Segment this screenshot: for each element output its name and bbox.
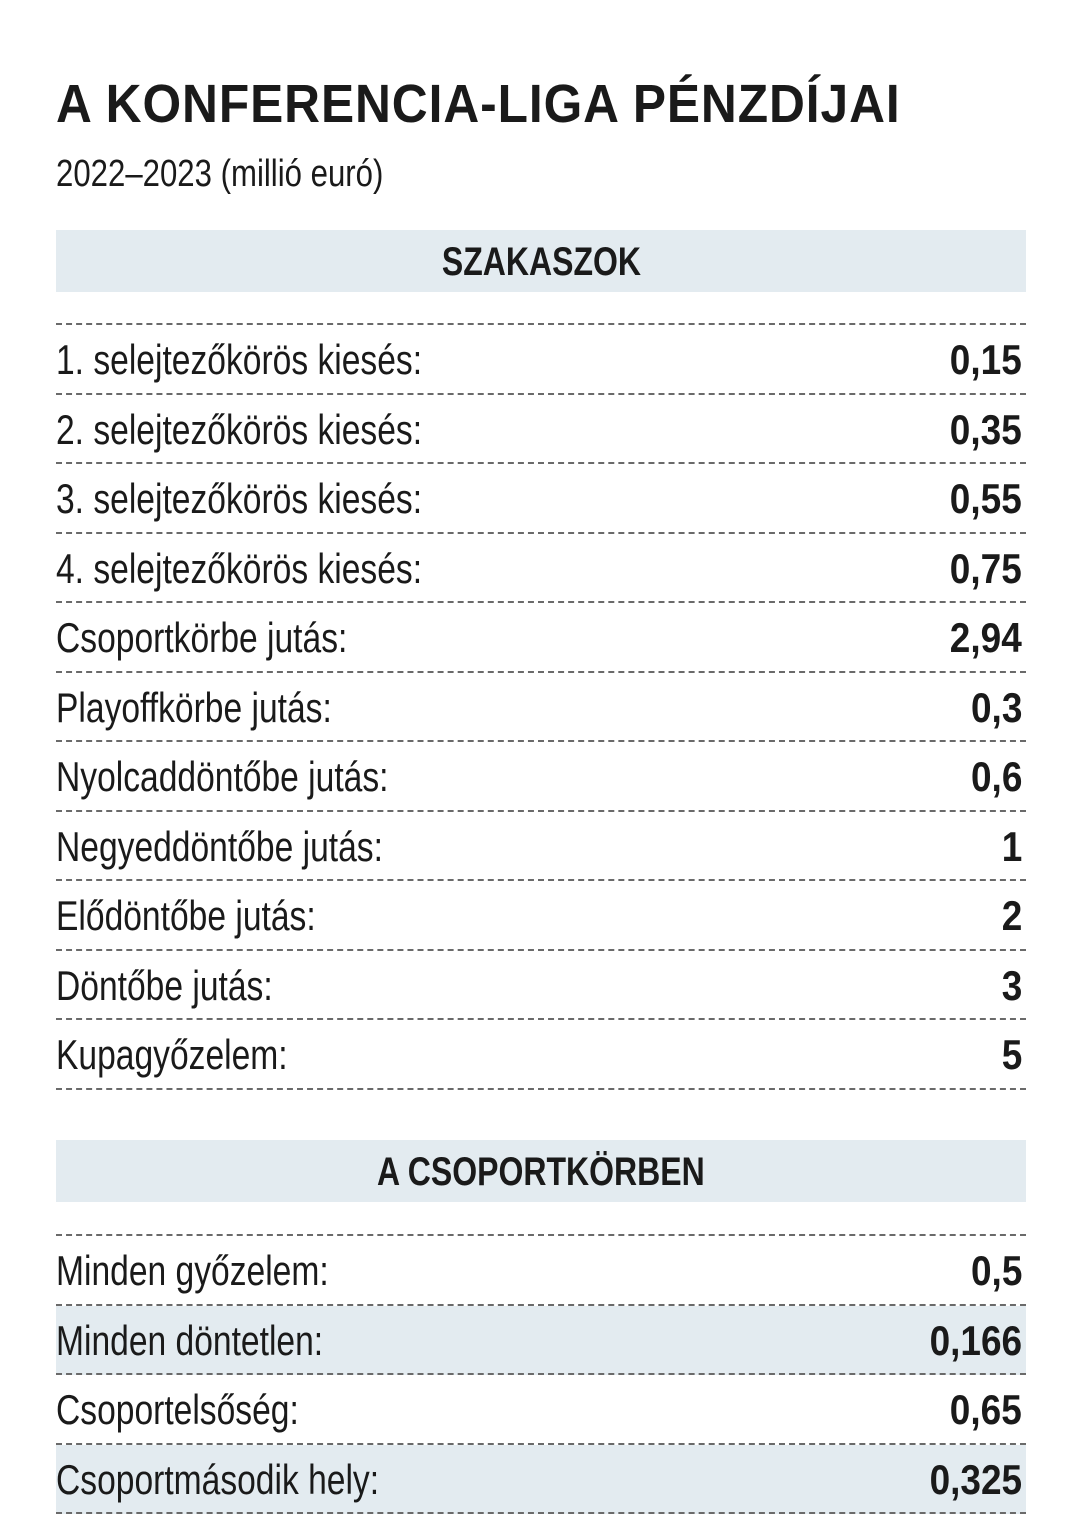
section-heading-label: SZAKASZOK: [441, 240, 641, 284]
stages-list: [56, 323, 1026, 1090]
section-heading-stages: [56, 230, 1026, 292]
row-label: 2. selejtezőkörös kiesés:: [56, 405, 423, 453]
row-label: Nyolcaddöntőbe jutás:: [56, 753, 389, 800]
row-label: 1. selejtezőkörös kiesés:: [56, 336, 423, 383]
row-label: 4. selejtezőkörös kiesés:: [56, 544, 423, 592]
row-label: Minden döntetlen:: [56, 1316, 324, 1364]
page-title: A KONFERENCIA-LIGA PÉNZDÍJAI: [56, 74, 901, 134]
row-value: 0,55: [950, 475, 1022, 522]
row-value: 1: [1001, 822, 1022, 870]
row-label: Kupagyőzelem:: [56, 1031, 288, 1078]
table-row: [56, 881, 1026, 951]
table-row: [56, 534, 1026, 604]
row-label: Döntőbe jutás:: [56, 961, 273, 1009]
row-value: 0,6: [970, 753, 1022, 800]
row-value: 0,325: [929, 1455, 1022, 1503]
row-value: 0,3: [970, 683, 1022, 731]
page-subtitle: 2022–2023 (millió euró): [56, 153, 384, 195]
table-row: [56, 1445, 1026, 1515]
table-row: [56, 1020, 1026, 1090]
table-row: [56, 603, 1026, 673]
table-row: [56, 464, 1026, 534]
row-value: 0,35: [950, 405, 1022, 453]
row-label: Elődöntőbe jutás:: [56, 892, 316, 939]
row-label: 3. selejtezőkörös kiesés:: [56, 475, 423, 522]
row-label: Playoffkörbe jutás:: [56, 683, 332, 731]
row-value: 0,166: [929, 1316, 1022, 1364]
row-value: 2: [1001, 892, 1022, 939]
table-row: [56, 812, 1026, 882]
row-value: 0,15: [950, 336, 1022, 383]
row-value: 5: [1001, 1031, 1022, 1078]
table-row: [56, 673, 1026, 743]
section-heading-label: A CSOPORTKÖRBEN: [377, 1150, 705, 1194]
row-value: 0,5: [970, 1247, 1022, 1294]
row-label: Csoportmásodik hely:: [56, 1455, 380, 1503]
table-row: [56, 1306, 1026, 1376]
row-label: Csoportkörbe jutás:: [56, 614, 348, 661]
row-label: Negyeddöntőbe jutás:: [56, 822, 383, 870]
section-heading-group-stage: [56, 1140, 1026, 1202]
table-row: [56, 1236, 1026, 1306]
table-row: [56, 325, 1026, 395]
row-value: 0,65: [950, 1386, 1022, 1433]
row-value: 0,75: [950, 544, 1022, 592]
row-value: 2,94: [950, 614, 1022, 661]
row-label: Csoportelsőség:: [56, 1386, 299, 1433]
table-row: [56, 395, 1026, 465]
row-label: Minden győzelem:: [56, 1247, 329, 1294]
group-stage-list: [56, 1234, 1026, 1514]
row-value: 3: [1001, 961, 1022, 1009]
table-row: [56, 951, 1026, 1021]
table-row: [56, 742, 1026, 812]
table-row: [56, 1375, 1026, 1445]
